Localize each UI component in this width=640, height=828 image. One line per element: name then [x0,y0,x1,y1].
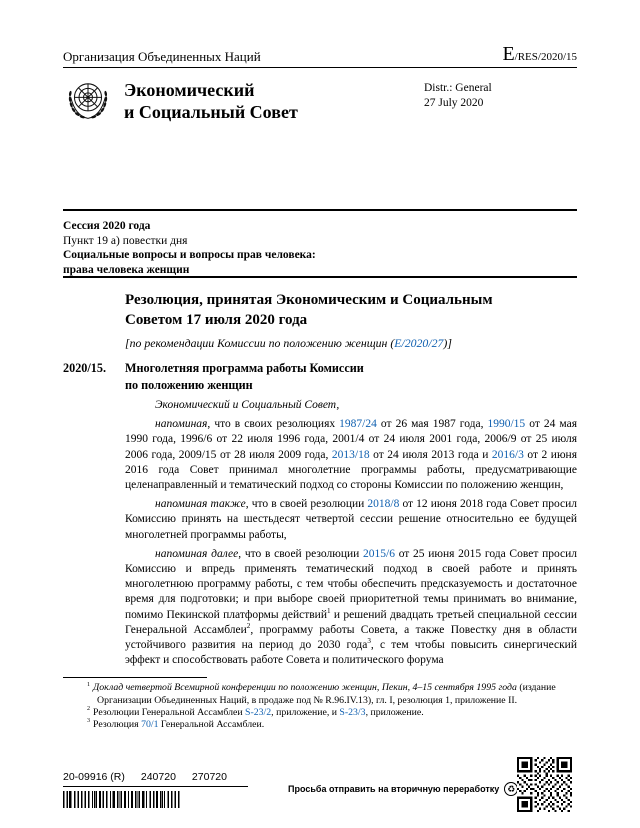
body-paragraph-1 [125,417,577,493]
header-rule [63,67,577,68]
doc-link[interactable]: 2015/6 [363,547,395,560]
org-name: Организация Объединенных Наций [63,49,261,64]
text-segment: напоминая также [155,498,246,511]
footnote-number: 3 [87,718,91,725]
text-segment: и решений двадцать третьей специальной сессии Генеральной Ассамблеи [125,608,577,636]
recycle-icon: ♻ [504,782,518,796]
footnote-3 [63,719,577,731]
resolution-number: 2020/15. [63,361,106,375]
text-segment: от 26 мая 1987 года, [376,418,488,431]
text-segment: [по рекомендации Комиссии по положению женщин ( [125,336,395,350]
doc-link[interactable]: 1990/15 [487,418,526,431]
footer-date-1: 240720 [140,771,176,783]
resolution-heading [63,360,375,393]
text-segment: (издание Организации Объединенных Наций, в продаже под № R.96.IV.13), гл. I, резолюция 1, приложение II. [97,682,556,706]
footnote-ref: 2 [246,622,251,631]
footer-date-2: 270720 [191,771,227,783]
text-segment: , что в своей резолюции [238,547,364,560]
text-segment: от 24 июля 2013 года и [369,448,492,461]
doc-link[interactable]: 2013/18 [331,448,370,461]
footnote-text [93,707,424,718]
council-title-line1: Экономический [124,80,255,100]
footer-doc-id-row [63,771,243,783]
recycle-note [288,782,518,796]
text-segment: от 12 июня 2018 года Совет просил Комиссию принять на шестьдесят четвертой сессии решение относительно ее будущей многолетней программы работы, [125,498,578,541]
session-block [63,219,316,277]
footnote-number: 1 [87,682,91,689]
date-line: 27 July 2020 [424,97,484,109]
doc-link[interactable]: 2016/3 [491,448,524,461]
barcode [63,791,181,808]
text-segment: Доклад четвертой Всемирной конференции по положению женщин, Пекин, 4–15 сентября 1995 года [93,682,517,694]
session-title: Сессия 2020 года [63,220,151,232]
text-segment: напоминая далее [155,547,239,560]
recycle-text: Просьба отправить на вторичную переработку [288,784,500,794]
doc-link[interactable]: 2018/8 [367,498,400,511]
footnote-1 [63,682,577,706]
text-segment: )] [443,336,452,350]
footnote-2 [63,707,577,719]
doc-link[interactable]: S-23/2 [245,706,272,718]
text-segment: , что в своей резолюции [245,498,368,511]
footnote-number: 2 [87,706,91,713]
footnote-text [93,719,264,730]
doc-link[interactable]: 70/1 [141,718,159,730]
resolution-body [125,398,577,668]
doc-link[interactable]: E/2020/27 [394,336,444,350]
content-flow [63,398,577,731]
agenda-item: Пункт 19 а) повестки дня [63,234,188,247]
symbol-number: /RES/2020/15 [514,51,577,63]
footer-doc-id: 20-09916 (R) [63,771,125,783]
footnote-text [93,682,556,705]
doc-link[interactable]: 1987/24 [339,418,377,431]
text-segment: от 25 июня 2015 года Совет просил Комиссию и впредь применять тематический подход в своей работе и принять многолетнюю программу работы, с тем чтобы обеспечить предсказуемость и достаточное время для подготовки; и при выборе своей приоритетной темы принимать во внимание, помимо Пекинской платформы действий [125,547,578,621]
agenda-topic-line2: права человека женщин [63,263,190,276]
text-segment: Резолюция [93,718,142,730]
footnotes [63,682,577,730]
resolution-title: Резолюция, принятая Экономическим и Социальным Советом 17 июля 2020 года [125,292,493,328]
text-segment: Генеральной Ассамблеи. [158,718,265,730]
body-paragraph-3 [125,547,577,669]
recommendation-note [125,336,452,351]
distr-line: Distr.: General [424,82,492,94]
text-segment: Резолюции Генеральной Ассамблеи [93,706,246,718]
text-segment: , приложение, и [271,706,340,718]
text-segment: , что в своих резолюциях [207,418,340,431]
text-segment: , программу работы Совета, а также Повестку дня в области устойчивого развития на период до 2030 года [125,623,577,652]
doc-link[interactable]: S-23/3 [339,706,366,718]
text-segment: напоминая [155,418,208,431]
text-segment: , приложение. [365,706,424,718]
council-title [124,79,298,123]
qr-code [517,757,572,812]
footnote-ref: 1 [326,606,331,615]
footnote-ref: 3 [367,637,371,646]
resolution-subject: Многолетняя программа работы Комиссии по положению женщин [125,361,364,392]
session-rule-bottom [63,276,577,278]
council-title-line2: и Социальный Совет [124,102,298,122]
symbol-series: E [502,43,515,65]
session-rule-top [63,209,577,211]
text-segment: от 24 мая 1990 года, 1996/6 от 22 июля 1996 года, 2001/4 от 24 июля 2001 года, 2006/9 от 25 июля 2006 года, 2009/15 от 28 июля 2009 года, [125,418,578,461]
document-symbol [502,43,577,66]
footer-rule [63,786,248,787]
text-segment: , с тем чтобы повысить синергический эффект и способствовать работе Совета и политического форума [125,639,577,667]
resolution-opening: Экономический и Социальный Совет, [155,399,340,411]
body-paragraph-2 [125,497,577,543]
distribution-info [424,81,492,111]
un-emblem-icon [60,74,116,130]
footnote-separator [63,677,207,678]
text-segment: от 2 июня 2016 года Совет принимал многолетние программы работы, предусматривающие целенаправленный и тематический подход со стороны Комиссии по положению женщин, [125,448,577,492]
agenda-topic-line1: Социальные вопросы и вопросы прав человека: [63,249,316,261]
